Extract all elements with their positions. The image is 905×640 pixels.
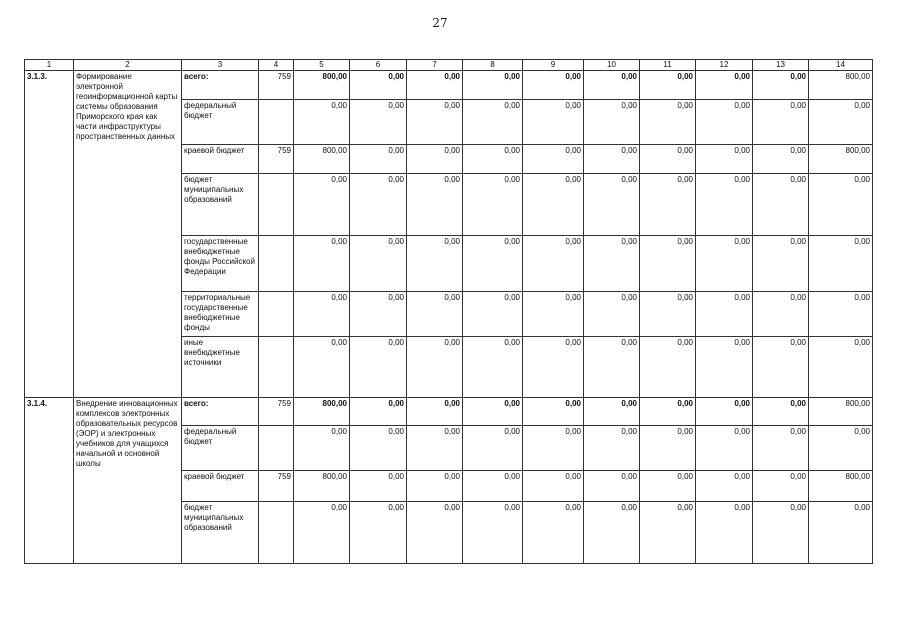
item-code: 3.1.4. [25,398,74,564]
cell-value: 0,00 [463,471,523,502]
cell-value: 0,00 [463,337,523,398]
cell-col4 [259,236,294,292]
column-header: 9 [523,60,584,71]
funding-source: всего: [182,398,259,426]
cell-col14: 0,00 [809,236,873,292]
cell-value: 0,00 [407,471,463,502]
cell-value: 0,00 [407,236,463,292]
cell-value: 0,00 [463,398,523,426]
funding-source: федеральный бюджет [182,426,259,471]
cell-value: 0,00 [463,236,523,292]
cell-value: 0,00 [523,471,584,502]
column-header: 14 [809,60,873,71]
cell-value: 0,00 [640,337,696,398]
funding-source: бюджет муниципальных образований [182,502,259,564]
cell-value: 0,00 [584,292,640,337]
cell-col4 [259,502,294,564]
column-header: 10 [584,60,640,71]
column-header: 7 [407,60,463,71]
cell-value: 0,00 [584,426,640,471]
cell-value: 0,00 [640,145,696,174]
cell-value: 0,00 [640,398,696,426]
cell-value: 0,00 [523,337,584,398]
funding-source: территориальные государственные внебюджетные фонды [182,292,259,337]
cell-value: 0,00 [407,145,463,174]
column-header: 12 [696,60,753,71]
cell-value: 0,00 [350,502,407,564]
cell-col5: 800,00 [294,471,350,502]
cell-value: 0,00 [584,174,640,236]
cell-col4 [259,100,294,145]
cell-value: 0,00 [696,502,753,564]
cell-value: 0,00 [463,71,523,100]
cell-value: 0,00 [523,502,584,564]
cell-value: 0,00 [584,398,640,426]
cell-value: 0,00 [640,71,696,100]
cell-value: 0,00 [696,471,753,502]
cell-value: 0,00 [584,145,640,174]
column-header: 2 [74,60,182,71]
table-row [25,398,873,426]
cell-value: 0,00 [696,71,753,100]
cell-value: 0,00 [350,71,407,100]
funding-source: федеральный бюджет [182,100,259,145]
cell-col14: 0,00 [809,100,873,145]
cell-value: 0,00 [463,100,523,145]
funding-source: краевой бюджет [182,471,259,502]
cell-value: 0,00 [640,502,696,564]
cell-col5: 0,00 [294,174,350,236]
cell-col5: 800,00 [294,71,350,100]
cell-col5: 0,00 [294,236,350,292]
cell-value: 0,00 [350,398,407,426]
cell-value: 0,00 [584,71,640,100]
funding-source: бюджет муниципальных образований [182,174,259,236]
cell-value: 0,00 [753,398,809,426]
cell-col5: 800,00 [294,145,350,174]
cell-value: 0,00 [584,100,640,145]
cell-value: 0,00 [753,502,809,564]
cell-value: 0,00 [584,236,640,292]
item-name: Формирование электронной геоинформационной карты системы образования Приморского края как части инфраструктуры пространственных данных [74,71,182,398]
cell-value: 0,00 [523,174,584,236]
cell-col14: 800,00 [809,398,873,426]
cell-value: 0,00 [584,337,640,398]
cell-value: 0,00 [463,426,523,471]
cell-value: 0,00 [584,502,640,564]
cell-value: 0,00 [407,100,463,145]
column-header: 8 [463,60,523,71]
cell-value: 0,00 [350,174,407,236]
cell-col14: 0,00 [809,174,873,236]
column-header: 1 [25,60,74,71]
funding-source: иные внебюджетные источники [182,337,259,398]
cell-value: 0,00 [523,236,584,292]
funding-source: всего: [182,71,259,100]
cell-value: 0,00 [696,174,753,236]
cell-value: 0,00 [753,471,809,502]
cell-col4 [259,292,294,337]
cell-value: 0,00 [753,174,809,236]
cell-value: 0,00 [407,502,463,564]
funding-source: краевой бюджет [182,145,259,174]
cell-value: 0,00 [350,471,407,502]
cell-value: 0,00 [584,471,640,502]
cell-value: 0,00 [523,145,584,174]
cell-value: 0,00 [696,236,753,292]
column-header: 5 [294,60,350,71]
cell-col4 [259,174,294,236]
cell-value: 0,00 [463,145,523,174]
cell-value: 0,00 [463,502,523,564]
cell-value: 0,00 [696,337,753,398]
cell-col4 [259,426,294,471]
cell-col14: 0,00 [809,292,873,337]
cell-col5: 0,00 [294,426,350,471]
cell-value: 0,00 [463,174,523,236]
cell-col5: 0,00 [294,337,350,398]
cell-value: 0,00 [350,100,407,145]
cell-value: 0,00 [696,426,753,471]
column-header: 11 [640,60,696,71]
cell-value: 0,00 [696,398,753,426]
cell-value: 0,00 [753,292,809,337]
cell-value: 0,00 [640,174,696,236]
cell-col4: 759 [259,398,294,426]
cell-value: 0,00 [407,292,463,337]
cell-value: 0,00 [407,337,463,398]
cell-col14: 0,00 [809,337,873,398]
cell-value: 0,00 [753,100,809,145]
cell-value: 0,00 [640,100,696,145]
cell-col5: 0,00 [294,292,350,337]
item-name: Внедрение инновационных комплексов электронных образовательных ресурсов (ЭОР) и электронных учебников для учащихся начальной и основной школы [74,398,182,564]
cell-col4: 759 [259,71,294,100]
cell-value: 0,00 [523,398,584,426]
cell-col5: 800,00 [294,398,350,426]
cell-value: 0,00 [696,145,753,174]
cell-value: 0,00 [753,426,809,471]
cell-value: 0,00 [696,100,753,145]
funding-source: государственные внебюджетные фонды Российской Федерации [182,236,259,292]
cell-col14: 800,00 [809,145,873,174]
cell-value: 0,00 [407,174,463,236]
column-header-row [25,60,873,71]
cell-value: 0,00 [640,292,696,337]
column-header: 13 [753,60,809,71]
item-code: 3.1.3. [25,71,74,398]
cell-value: 0,00 [753,236,809,292]
cell-value: 0,00 [523,100,584,145]
cell-col14: 0,00 [809,502,873,564]
cell-col14: 800,00 [809,471,873,502]
cell-value: 0,00 [753,145,809,174]
cell-value: 0,00 [696,292,753,337]
cell-value: 0,00 [640,236,696,292]
cell-value: 0,00 [407,426,463,471]
cell-value: 0,00 [407,71,463,100]
cell-value: 0,00 [407,398,463,426]
cell-value: 0,00 [350,145,407,174]
cell-value: 0,00 [753,337,809,398]
cell-value: 0,00 [753,71,809,100]
page-number: 27 [432,16,448,30]
cell-value: 0,00 [640,471,696,502]
column-header: 3 [182,60,259,71]
cell-col14: 800,00 [809,71,873,100]
cell-col4 [259,337,294,398]
cell-value: 0,00 [350,236,407,292]
cell-value: 0,00 [350,337,407,398]
cell-value: 0,00 [463,292,523,337]
cell-value: 0,00 [523,71,584,100]
cell-value: 0,00 [640,426,696,471]
column-header: 6 [350,60,407,71]
column-header: 4 [259,60,294,71]
cell-value: 0,00 [523,426,584,471]
cell-col4: 759 [259,145,294,174]
cell-value: 0,00 [350,426,407,471]
table-row [25,71,873,100]
cell-col5: 0,00 [294,502,350,564]
cell-value: 0,00 [523,292,584,337]
cell-col5: 0,00 [294,100,350,145]
cell-col14: 0,00 [809,426,873,471]
cell-value: 0,00 [350,292,407,337]
cell-col4: 759 [259,471,294,502]
budget-table [24,59,873,564]
